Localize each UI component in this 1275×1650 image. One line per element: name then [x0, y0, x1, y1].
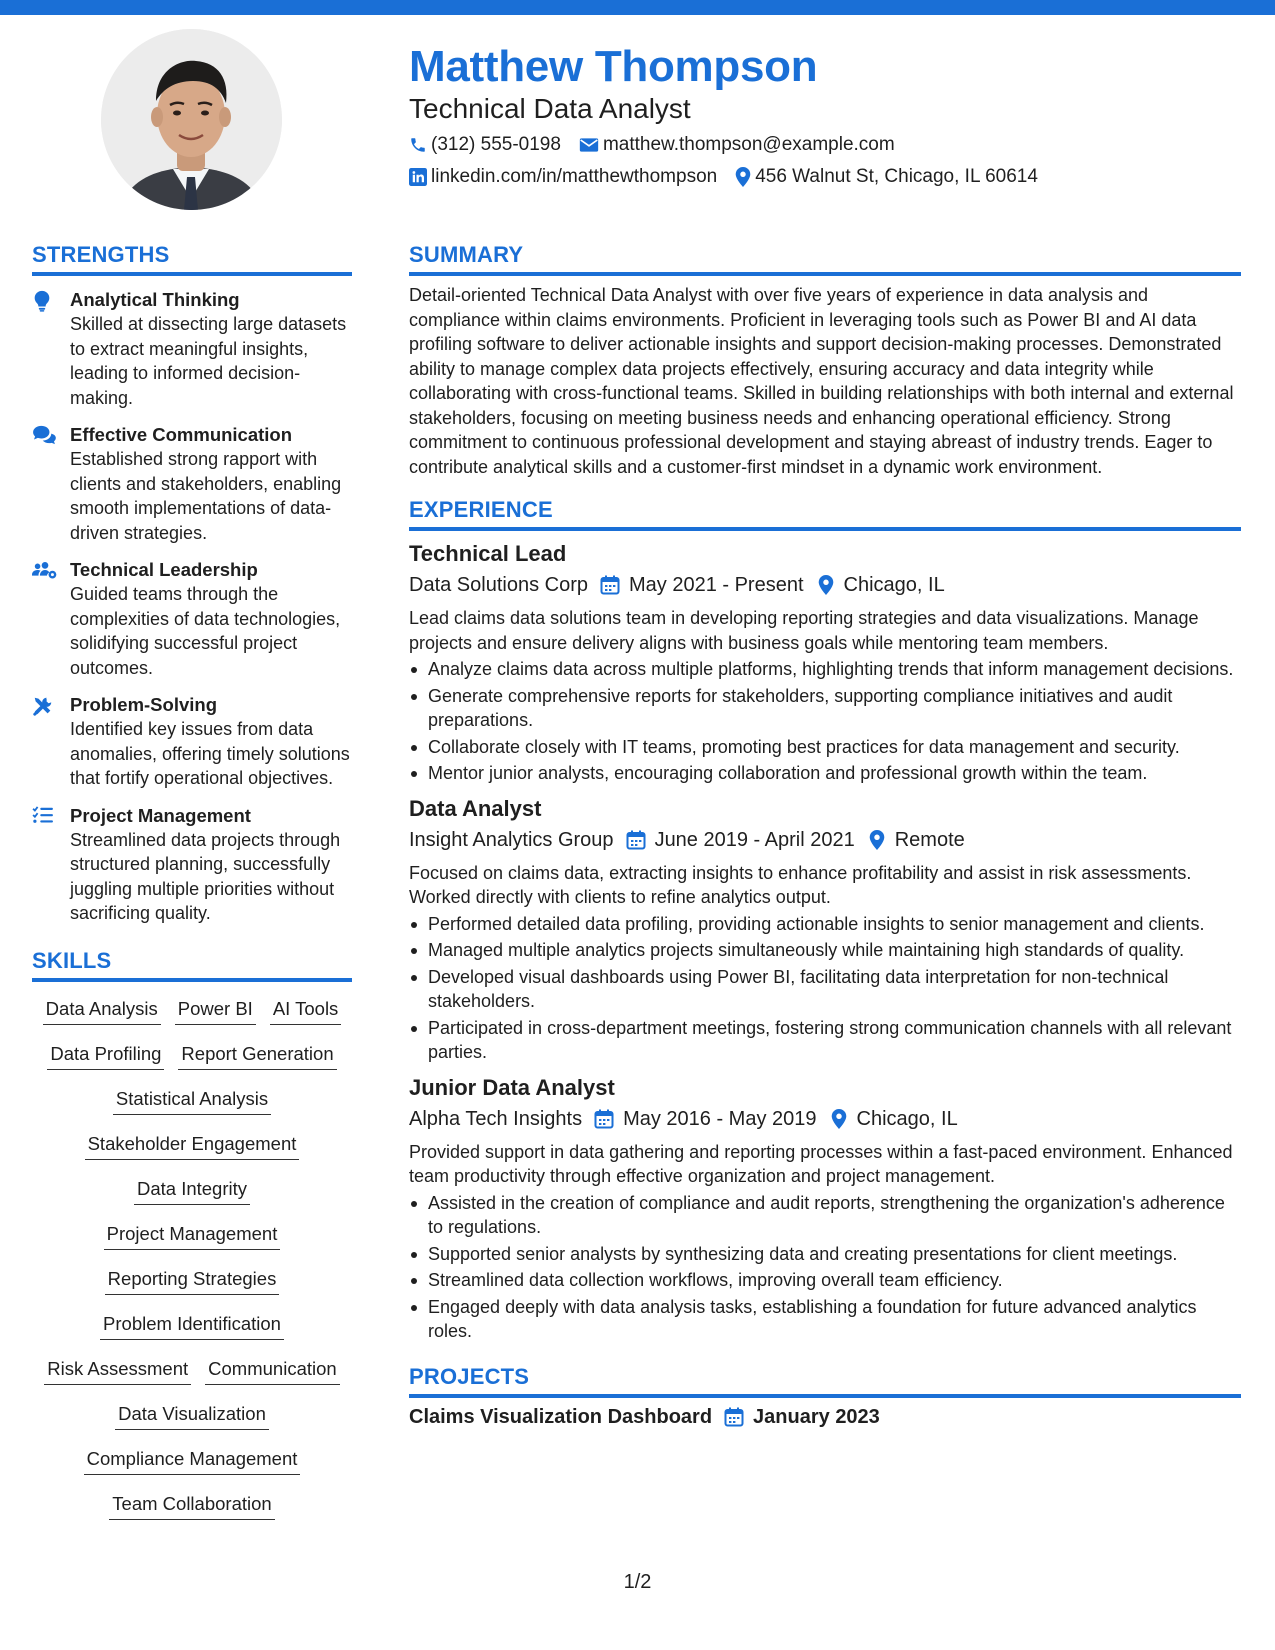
skill-tag: Project Management	[104, 1222, 281, 1250]
strength-title: Analytical Thinking	[70, 289, 240, 310]
strength-desc: Skilled at dissecting large datasets to extract meaningful insights, leading to informed decision-making.	[70, 314, 347, 408]
left-column	[32, 242, 352, 1531]
job-bullets	[409, 912, 1241, 1065]
job-dates: May 2021 - Present	[628, 574, 804, 596]
project-date: January 2023	[753, 1405, 880, 1428]
phone-icon	[409, 136, 427, 154]
contact-row-1	[409, 134, 913, 156]
job-company: Data Solutions Corp	[409, 574, 588, 596]
strength-item	[32, 423, 352, 545]
projects-heading: PROJECTS	[409, 1364, 1241, 1398]
summary-heading: SUMMARY	[409, 242, 1241, 276]
users-gear-icon	[32, 560, 58, 580]
skill-tag: Report Generation	[178, 1042, 336, 1070]
project-entry	[409, 1406, 1241, 1429]
bullet-item: Engaged deeply with data analysis tasks, establishing a foundation for future advanced analytics roles.	[409, 1295, 1241, 1344]
strength-title: Technical Leadership	[70, 559, 258, 580]
strength-desc: Guided teams through the complexities of data technologies, solidifying successful project outcomes.	[70, 584, 341, 678]
project-name: Claims Visualization Dashboard	[409, 1405, 713, 1428]
job-bullets	[409, 1191, 1241, 1344]
right-column	[409, 242, 1241, 1429]
job-entry	[409, 794, 1241, 1065]
job-entry	[409, 1073, 1241, 1344]
linkedin-icon	[409, 168, 427, 186]
skill-tag: Power BI	[175, 997, 256, 1025]
job-description: Focused on claims data, extracting insights to enhance profitability and assist in risk assessments. Worked directly with clients to refine analytics output.	[409, 862, 1192, 907]
job-entry	[409, 539, 1241, 786]
calendar-icon	[594, 1109, 614, 1129]
email-contact	[579, 134, 895, 156]
strength-title: Problem-Solving	[70, 694, 217, 715]
bullet-item: Managed multiple analytics projects simultaneously while maintaining high standards of quality.	[409, 938, 1241, 963]
strength-title: Effective Communication	[70, 424, 293, 445]
bullet-item: Streamlined data collection workflows, improving overall team efficiency.	[409, 1268, 1241, 1293]
bullet-item: Assisted in the creation of compliance and audit reports, strengthening the organization's adherence to regulations.	[409, 1191, 1241, 1240]
bullet-item: Supported senior analysts by synthesizing data and creating presentations for client meetings.	[409, 1242, 1241, 1267]
lightbulb-icon	[32, 290, 52, 312]
bullet-item: Mentor junior analysts, encouraging collaboration and professional growth within the team.	[409, 761, 1241, 786]
job-dates: June 2019 - April 2021	[654, 828, 855, 851]
strength-item	[32, 288, 352, 410]
calendar-icon	[600, 575, 620, 595]
job-location: Chicago, IL	[856, 1107, 958, 1130]
experience-heading: EXPERIENCE	[409, 497, 1241, 531]
job-role: Junior Data Analyst	[409, 1074, 615, 1100]
skill-tag: Risk Assessment	[44, 1357, 191, 1385]
job-bullets	[409, 657, 1241, 786]
job-company: Alpha Tech Insights	[409, 1107, 583, 1130]
candidate-title: Technical Data Analyst	[409, 93, 691, 124]
profile-photo	[101, 29, 282, 210]
location-pin-icon	[869, 830, 885, 850]
strength-desc: Established strong rapport with clients and stakeholders, enabling smooth implementations of data-driven strategies.	[70, 449, 342, 543]
checklist-icon	[32, 806, 54, 824]
top-accent-bar	[0, 0, 1275, 15]
skill-tag: Data Integrity	[134, 1177, 250, 1205]
calendar-icon	[724, 1407, 744, 1427]
skill-tag: Communication	[205, 1357, 340, 1385]
address-text: 456 Walnut St, Chicago, IL 60614	[755, 166, 1038, 187]
job-meta	[409, 825, 1241, 855]
strength-title: Project Management	[70, 804, 251, 826]
skills-heading: SKILLS	[32, 948, 352, 982]
strength-desc: Identified key issues from data anomalies, offering timely solutions that fortify operational objectives.	[70, 719, 350, 788]
tools-icon	[32, 695, 54, 717]
strength-item	[32, 804, 352, 926]
skills-list	[32, 991, 352, 1531]
job-location: Remote	[894, 828, 965, 851]
calendar-icon	[626, 830, 646, 850]
email-text[interactable]: matthew.thompson@example.com	[602, 134, 895, 155]
bullet-item: Performed detailed data profiling, providing actionable insights to senior management and clients.	[409, 912, 1241, 937]
strengths-list	[32, 288, 352, 926]
job-company: Insight Analytics Group	[409, 828, 614, 851]
strength-desc: Streamlined data projects through structured planning, successfully juggling multiple priorities without sacrificing quality.	[70, 829, 341, 923]
job-description: Provided support in data gathering and reporting processes within a fast-paced environment. Enhanced team productivity through effective organization and project management.	[409, 1141, 1233, 1186]
bullet-item: Developed visual dashboards using Power BI, facilitating data interpretation for non-technical stakeholders.	[409, 965, 1241, 1014]
bullet-item: Analyze claims data across multiple platforms, highlighting trends that inform management decisions.	[409, 657, 1241, 682]
location-pin-icon	[831, 1109, 847, 1129]
phone-text[interactable]: (312) 555-0198	[431, 134, 561, 155]
skill-tag: Compliance Management	[84, 1447, 301, 1475]
job-role: Technical Lead	[409, 541, 567, 566]
skill-tag: Data Profiling	[47, 1042, 164, 1070]
location-pin-icon	[818, 575, 834, 595]
candidate-name: Matthew Thompson	[409, 42, 818, 91]
contact-row-2	[409, 166, 1056, 188]
skill-tag: Statistical Analysis	[113, 1087, 271, 1115]
strength-item	[32, 693, 352, 791]
summary-text: Detail-oriented Technical Data Analyst with over five years of experience in data analysis and compliance within claims environments. Proficient in leveraging tools such as Power BI and AI data profiling software to deliver actionable insights and support decision-making processes. Demonstrated ability to manage complex data projects effectively, ensuring accuracy and data integrity while collaborating with cross-functional teams. Skilled in building relationships with both internal and external stakeholders, focusing on meeting business needs and enhancing operational efficiency. Strong commitment to continuous professional development and staying abreast of industry trends. Eager to contribute analytical skills and a customer-first mindset in a dynamic work environment.	[409, 285, 1234, 477]
bullet-item: Collaborate closely with IT teams, promoting best practices for data management and security.	[409, 735, 1241, 760]
job-role: Data Analyst	[409, 795, 542, 821]
skill-tag: Reporting Strategies	[105, 1267, 280, 1295]
bullet-item: Generate comprehensive reports for stakeholders, supporting compliance initiatives and audit preparations.	[409, 684, 1241, 733]
job-meta	[409, 1104, 1241, 1134]
chat-bubbles-icon	[32, 425, 56, 445]
strength-item	[32, 558, 352, 680]
skill-tag: Data Analysis	[43, 997, 161, 1025]
job-location: Chicago, IL	[843, 574, 945, 596]
strengths-heading: STRENGTHS	[32, 242, 352, 276]
skill-tag: Stakeholder Engagement	[85, 1132, 300, 1160]
job-dates: May 2016 - May 2019	[623, 1107, 817, 1130]
address-contact	[735, 166, 1038, 188]
linkedin-text[interactable]: linkedin.com/in/matthewthompson	[431, 166, 718, 187]
skill-tag: AI Tools	[270, 997, 341, 1025]
skill-tag: Team Collaboration	[109, 1492, 274, 1520]
bullet-item: Participated in cross-department meetings, fostering strong communication channels with all relevant parties.	[409, 1016, 1241, 1065]
skill-tag: Data Visualization	[115, 1402, 269, 1430]
job-meta	[409, 570, 1241, 600]
location-pin-icon	[735, 167, 751, 187]
email-icon	[579, 137, 599, 153]
skill-tag: Problem Identification	[100, 1312, 284, 1340]
linkedin-contact	[409, 166, 717, 188]
phone-contact	[409, 134, 561, 156]
page-number: 1/2	[623, 1571, 652, 1593]
job-description: Lead claims data solutions team in developing reporting strategies and data visualizations. Manage projects and ensure delivery aligns with business goals while mentoring team members.	[409, 608, 1199, 653]
